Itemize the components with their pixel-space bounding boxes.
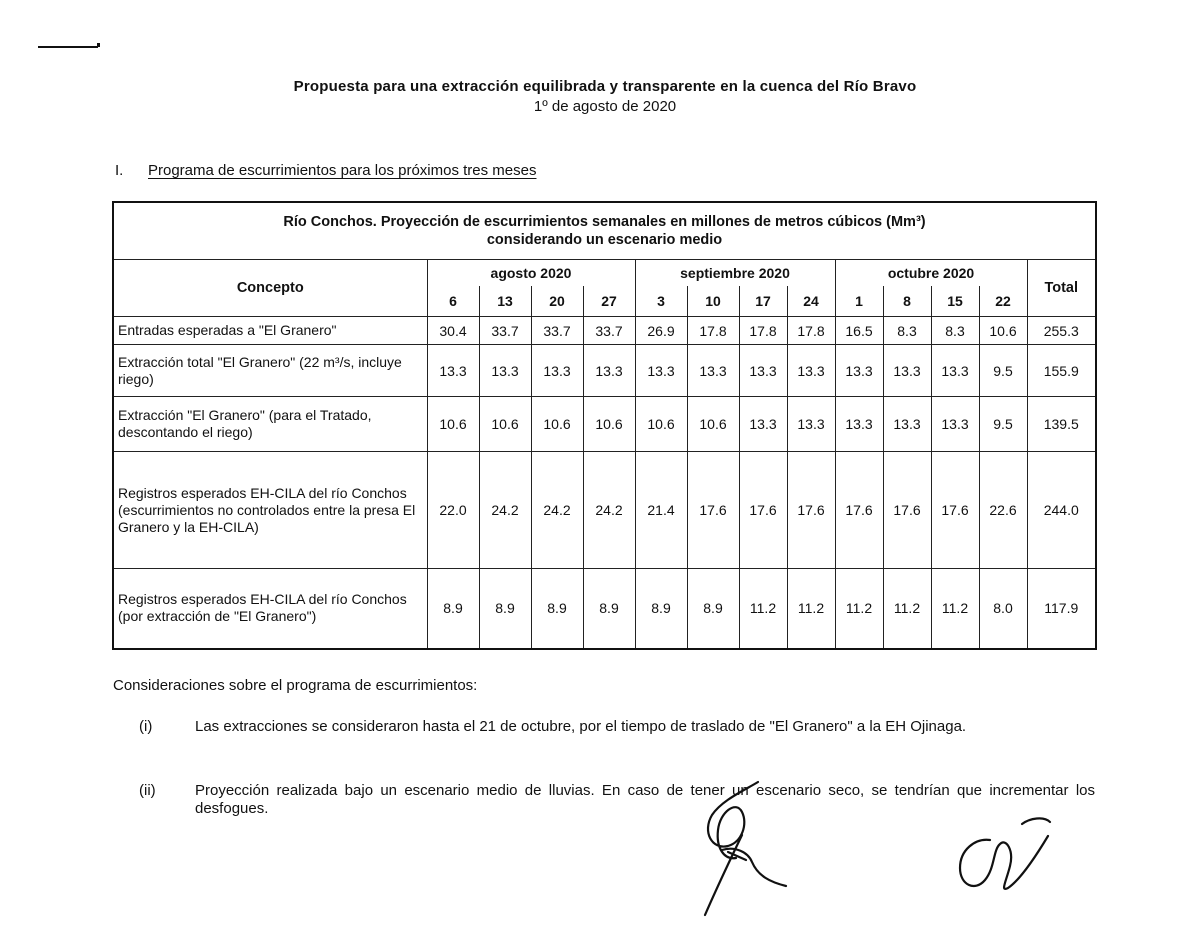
row-value: 17.6 xyxy=(883,452,931,569)
row-value: 13.3 xyxy=(479,345,531,397)
row-value: 11.2 xyxy=(739,569,787,649)
row-total: 117.9 xyxy=(1027,569,1096,649)
day-header: 17 xyxy=(739,286,787,317)
row-value: 22.0 xyxy=(427,452,479,569)
month-header-aug: agosto 2020 xyxy=(427,260,635,287)
row-value: 17.6 xyxy=(931,452,979,569)
day-header: 20 xyxy=(531,286,583,317)
day-header: 15 xyxy=(931,286,979,317)
row-value: 13.3 xyxy=(531,345,583,397)
day-header: 3 xyxy=(635,286,687,317)
row-value: 13.3 xyxy=(787,345,835,397)
row-value: 8.0 xyxy=(979,569,1027,649)
table-heading-line2: considerando un escenario medio xyxy=(486,232,723,248)
day-header: 8 xyxy=(883,286,931,317)
row-concept: Entradas esperadas a "El Granero" xyxy=(113,317,427,345)
row-value: 8.9 xyxy=(531,569,583,649)
row-value: 8.9 xyxy=(687,569,739,649)
row-value: 8.9 xyxy=(635,569,687,649)
row-value: 26.9 xyxy=(635,317,687,345)
row-value: 13.3 xyxy=(635,345,687,397)
row-total: 139.5 xyxy=(1027,397,1096,452)
row-value: 10.6 xyxy=(427,397,479,452)
row-value: 13.3 xyxy=(883,397,931,452)
month-header-sep: septiembre 2020 xyxy=(635,260,835,287)
row-value: 13.3 xyxy=(787,397,835,452)
day-header: 22 xyxy=(979,286,1027,317)
day-header: 24 xyxy=(787,286,835,317)
document-title: Propuesta para una extracción equilibrada y transparente en la cuenca del Río Bravo xyxy=(293,78,917,95)
row-value: 17.6 xyxy=(835,452,883,569)
row-value: 13.3 xyxy=(931,345,979,397)
row-value: 13.3 xyxy=(835,397,883,452)
row-value: 11.2 xyxy=(835,569,883,649)
row-value: 13.3 xyxy=(583,345,635,397)
day-header: 13 xyxy=(479,286,531,317)
row-value: 13.3 xyxy=(687,345,739,397)
row-value: 10.6 xyxy=(531,397,583,452)
day-header: 6 xyxy=(427,286,479,317)
day-header: 1 xyxy=(835,286,883,317)
row-value: 13.3 xyxy=(427,345,479,397)
row-value: 8.9 xyxy=(583,569,635,649)
section-number: I. xyxy=(115,162,124,179)
row-concept: Extracción total "El Granero" (22 m³/s, incluye riego) xyxy=(113,345,427,397)
consideration-text-ii: Proyección realizada bajo un escenario medio de lluvias. En caso de tener un escenario seco, se tendrían que incrementar los desfogues. xyxy=(195,782,1095,817)
row-value: 13.3 xyxy=(835,345,883,397)
row-value: 8.3 xyxy=(931,317,979,345)
row-value: 24.2 xyxy=(583,452,635,569)
total-header: Total xyxy=(1027,260,1096,317)
row-value: 21.4 xyxy=(635,452,687,569)
signature-2 xyxy=(960,818,1050,889)
row-value: 13.3 xyxy=(739,397,787,452)
row-total: 255.3 xyxy=(1027,317,1096,345)
row-value: 10.6 xyxy=(583,397,635,452)
row-value: 24.2 xyxy=(531,452,583,569)
day-header: 10 xyxy=(687,286,739,317)
day-header: 27 xyxy=(583,286,635,317)
row-value: 13.3 xyxy=(883,345,931,397)
row-value: 17.6 xyxy=(739,452,787,569)
row-value: 13.3 xyxy=(739,345,787,397)
row-value: 17.6 xyxy=(687,452,739,569)
considerations-title: Consideraciones sobre el programa de escurrimientos: xyxy=(113,677,478,694)
row-value: 10.6 xyxy=(479,397,531,452)
row-concept: Extracción "El Granero" (para el Tratado, descontando el riego) xyxy=(113,397,427,452)
row-value: 16.5 xyxy=(835,317,883,345)
row-value: 24.2 xyxy=(479,452,531,569)
row-value: 17.8 xyxy=(787,317,835,345)
row-value: 13.3 xyxy=(931,397,979,452)
row-concept: Registros esperados EH-CILA del río Conchos (por extracción de "El Granero") xyxy=(113,569,427,649)
row-value: 17.8 xyxy=(739,317,787,345)
month-header-oct: octubre 2020 xyxy=(835,260,1027,287)
row-value: 22.6 xyxy=(979,452,1027,569)
row-total: 155.9 xyxy=(1027,345,1096,397)
row-value: 33.7 xyxy=(479,317,531,345)
row-value: 10.6 xyxy=(635,397,687,452)
row-value: 33.7 xyxy=(531,317,583,345)
row-value: 11.2 xyxy=(883,569,931,649)
row-value: 8.9 xyxy=(427,569,479,649)
row-value: 8.9 xyxy=(479,569,531,649)
table-heading-line1: Río Conchos. Proyección de escurrimientos semanales en millones de metros cúbicos (Mm³) xyxy=(283,214,926,230)
row-value: 10.6 xyxy=(979,317,1027,345)
document-date: 1º de agosto de 2020 xyxy=(533,98,677,115)
row-value: 30.4 xyxy=(427,317,479,345)
signature-1 xyxy=(705,782,786,915)
consideration-marker-ii: (ii) xyxy=(139,782,156,799)
row-total: 244.0 xyxy=(1027,452,1096,569)
row-value: 17.6 xyxy=(787,452,835,569)
row-value: 9.5 xyxy=(979,345,1027,397)
row-value: 10.6 xyxy=(687,397,739,452)
concept-header: Concepto xyxy=(113,260,427,317)
consideration-text-i: Las extracciones se consideraron hasta el 21 de octubre, por el tiempo de traslado de "El Granero" a la EH Ojinaga. xyxy=(195,718,967,735)
row-concept: Registros esperados EH-CILA del río Conchos (escurrimientos no controlados entre la presa El Granero y la EH-CILA) xyxy=(113,452,427,569)
row-value: 17.8 xyxy=(687,317,739,345)
row-value: 8.3 xyxy=(883,317,931,345)
section-title: Programa de escurrimientos para los próximos tres meses xyxy=(148,162,537,179)
row-value: 11.2 xyxy=(787,569,835,649)
consideration-marker-i: (i) xyxy=(139,718,153,735)
row-value: 33.7 xyxy=(583,317,635,345)
row-value: 9.5 xyxy=(979,397,1027,452)
row-value: 11.2 xyxy=(931,569,979,649)
